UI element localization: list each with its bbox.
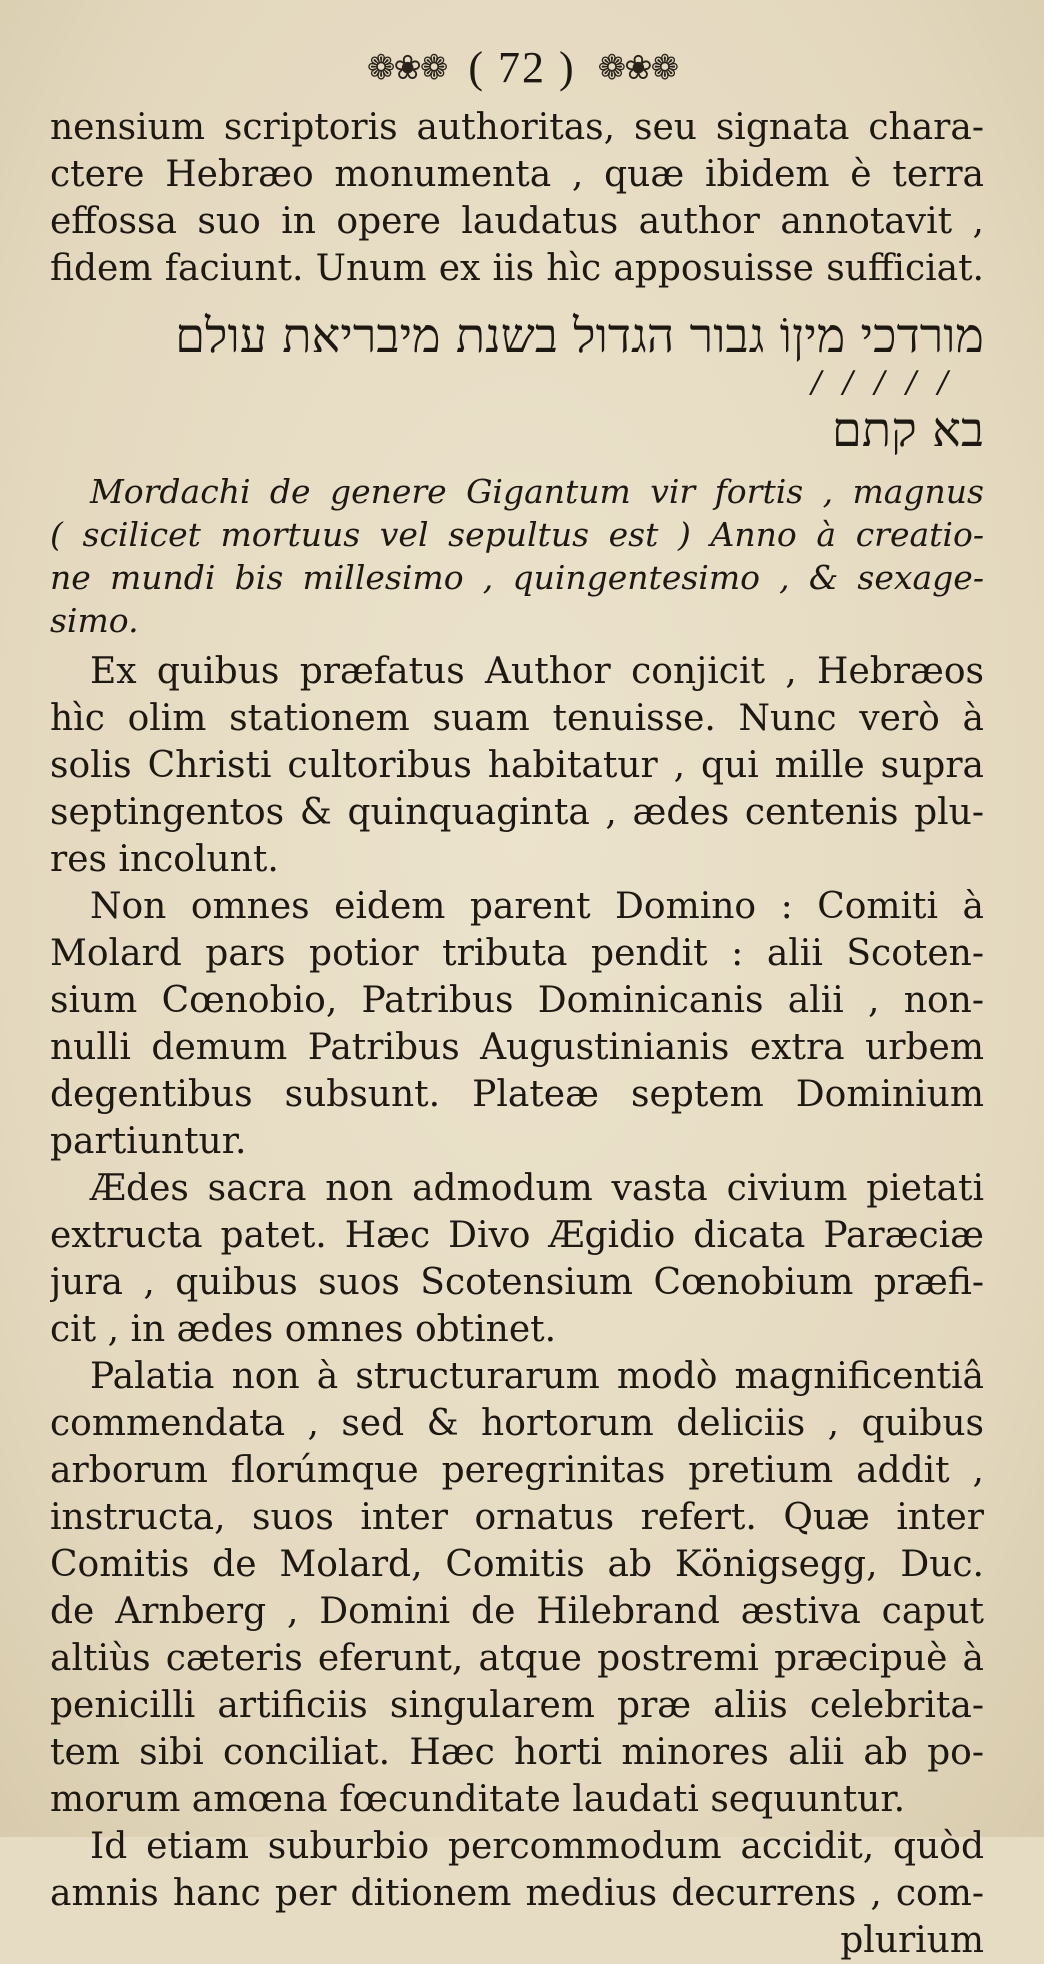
text-line: effossa suo in opere laudatus author annotavit , [50,201,984,242]
text-line: ctere Hebræo monumenta , quæ ibidem è terra [50,154,984,195]
text-line: solis Christi cultoribus habitatur , qui mille supra [50,745,984,786]
page-number: ( 72 ) [468,43,576,92]
text-line: ne mundi bis millesimo , quingentesimo , & sexage- [50,558,984,597]
text-line: jura , quibus suos Scotensium Cœnobium præfi- [50,1262,984,1303]
text-line: penicilli artificiis singularem præ aliis celebrita- [50,1685,984,1726]
text-line: res incolunt. [50,839,279,880]
numeral-marks: / / / / / [811,365,954,400]
text-line: commendata , sed & hortorum deliciis , quibus [50,1403,984,1444]
text-line: tem sibi conciliat. Hæc horti minores alii ab po- [50,1732,984,1773]
latin-translation [50,470,984,642]
paragraph-1 [50,648,984,883]
text-line: de Arnberg , Domini de Hilebrand æstiva caput [50,1591,984,1632]
text-line: Comitis de Molard, Comitis ab Königsegg, Duc. [50,1544,984,1585]
text-line: extructa patet. Hæc Divo Ægidio dicata Paræciæ [50,1215,984,1256]
text-line: degentibus subsunt. Plateæ septem Dominium [50,1074,984,1115]
text-line: nensium scriptoris authoritas, seu signata chara- [50,107,984,148]
text-line: Palatia non à structurarum modò magnificentiâ [90,1356,984,1397]
text-line: Ex quibus præfatus Author conjicit , Hebræos [90,651,984,692]
left-ornament-icon: ❁❀❁ [366,47,447,88]
intro-paragraph [50,104,984,292]
text-line: morum amœna fœcunditate laudati sequuntur. [50,1779,906,1820]
page-body [50,104,984,1964]
text-line: arborum florúmque peregrinitas pretium addit , [50,1450,984,1491]
text-line: Id etiam suburbio percommodum accidit, quòd [90,1826,984,1867]
text-line: instructa, suos inter ornatus refert. Quæ inter [50,1497,984,1538]
text-line: septingentos & quinquaginta , ædes centenis plu- [50,792,984,833]
text-line: ( scilicet mortuus vel sepultus est ) Anno à creatio- [50,515,984,554]
text-line: sium Cœnobio, Patribus Dominicanis alii , non- [50,980,984,1021]
paragraph-3 [50,1165,984,1353]
text-line: simo. [50,601,139,640]
text-line: nulli demum Patribus Augustinianis extra urbem [50,1027,984,1068]
text-line: partiuntur. [50,1121,247,1162]
text-line: amnis hanc per ditionem medius decurrens , com- [50,1873,984,1914]
paragraph-4 [50,1353,984,1823]
page-header [0,42,1044,93]
hebrew-line: מורדכי מיןוֹ גבור הגדול בשנת מיבריאת עולם [175,308,984,364]
hebrew-line-2: בא קתם [831,402,984,458]
text-line: cit , in ædes omnes obtinet. [50,1309,557,1350]
paragraph-2 [50,883,984,1165]
paragraph-5 [50,1823,984,1917]
text-line: fidem faciunt. Unum ex iis hìc apposuisse sufficiat. [50,248,984,289]
text-line: altiùs cæteris eferunt, atque postremi præcipuè à [50,1638,984,1679]
catchword: plurium [840,1920,984,1961]
right-ornament-icon: ❁❀❁ [597,47,678,88]
text-line: hìc olim stationem suam tenuisse. Nunc verò à [50,698,984,739]
text-line: Molard pars potior tributa pendit : alii Scoten- [50,933,984,974]
hebrew-inscription [50,306,984,366]
text-line: Mordachi de genere Gigantum vir fortis , magnus [90,472,984,511]
text-line: Ædes sacra non admodum vasta civium pietati [90,1168,984,1209]
text-line: Non omnes eidem parent Domino : Comiti à [90,886,984,927]
